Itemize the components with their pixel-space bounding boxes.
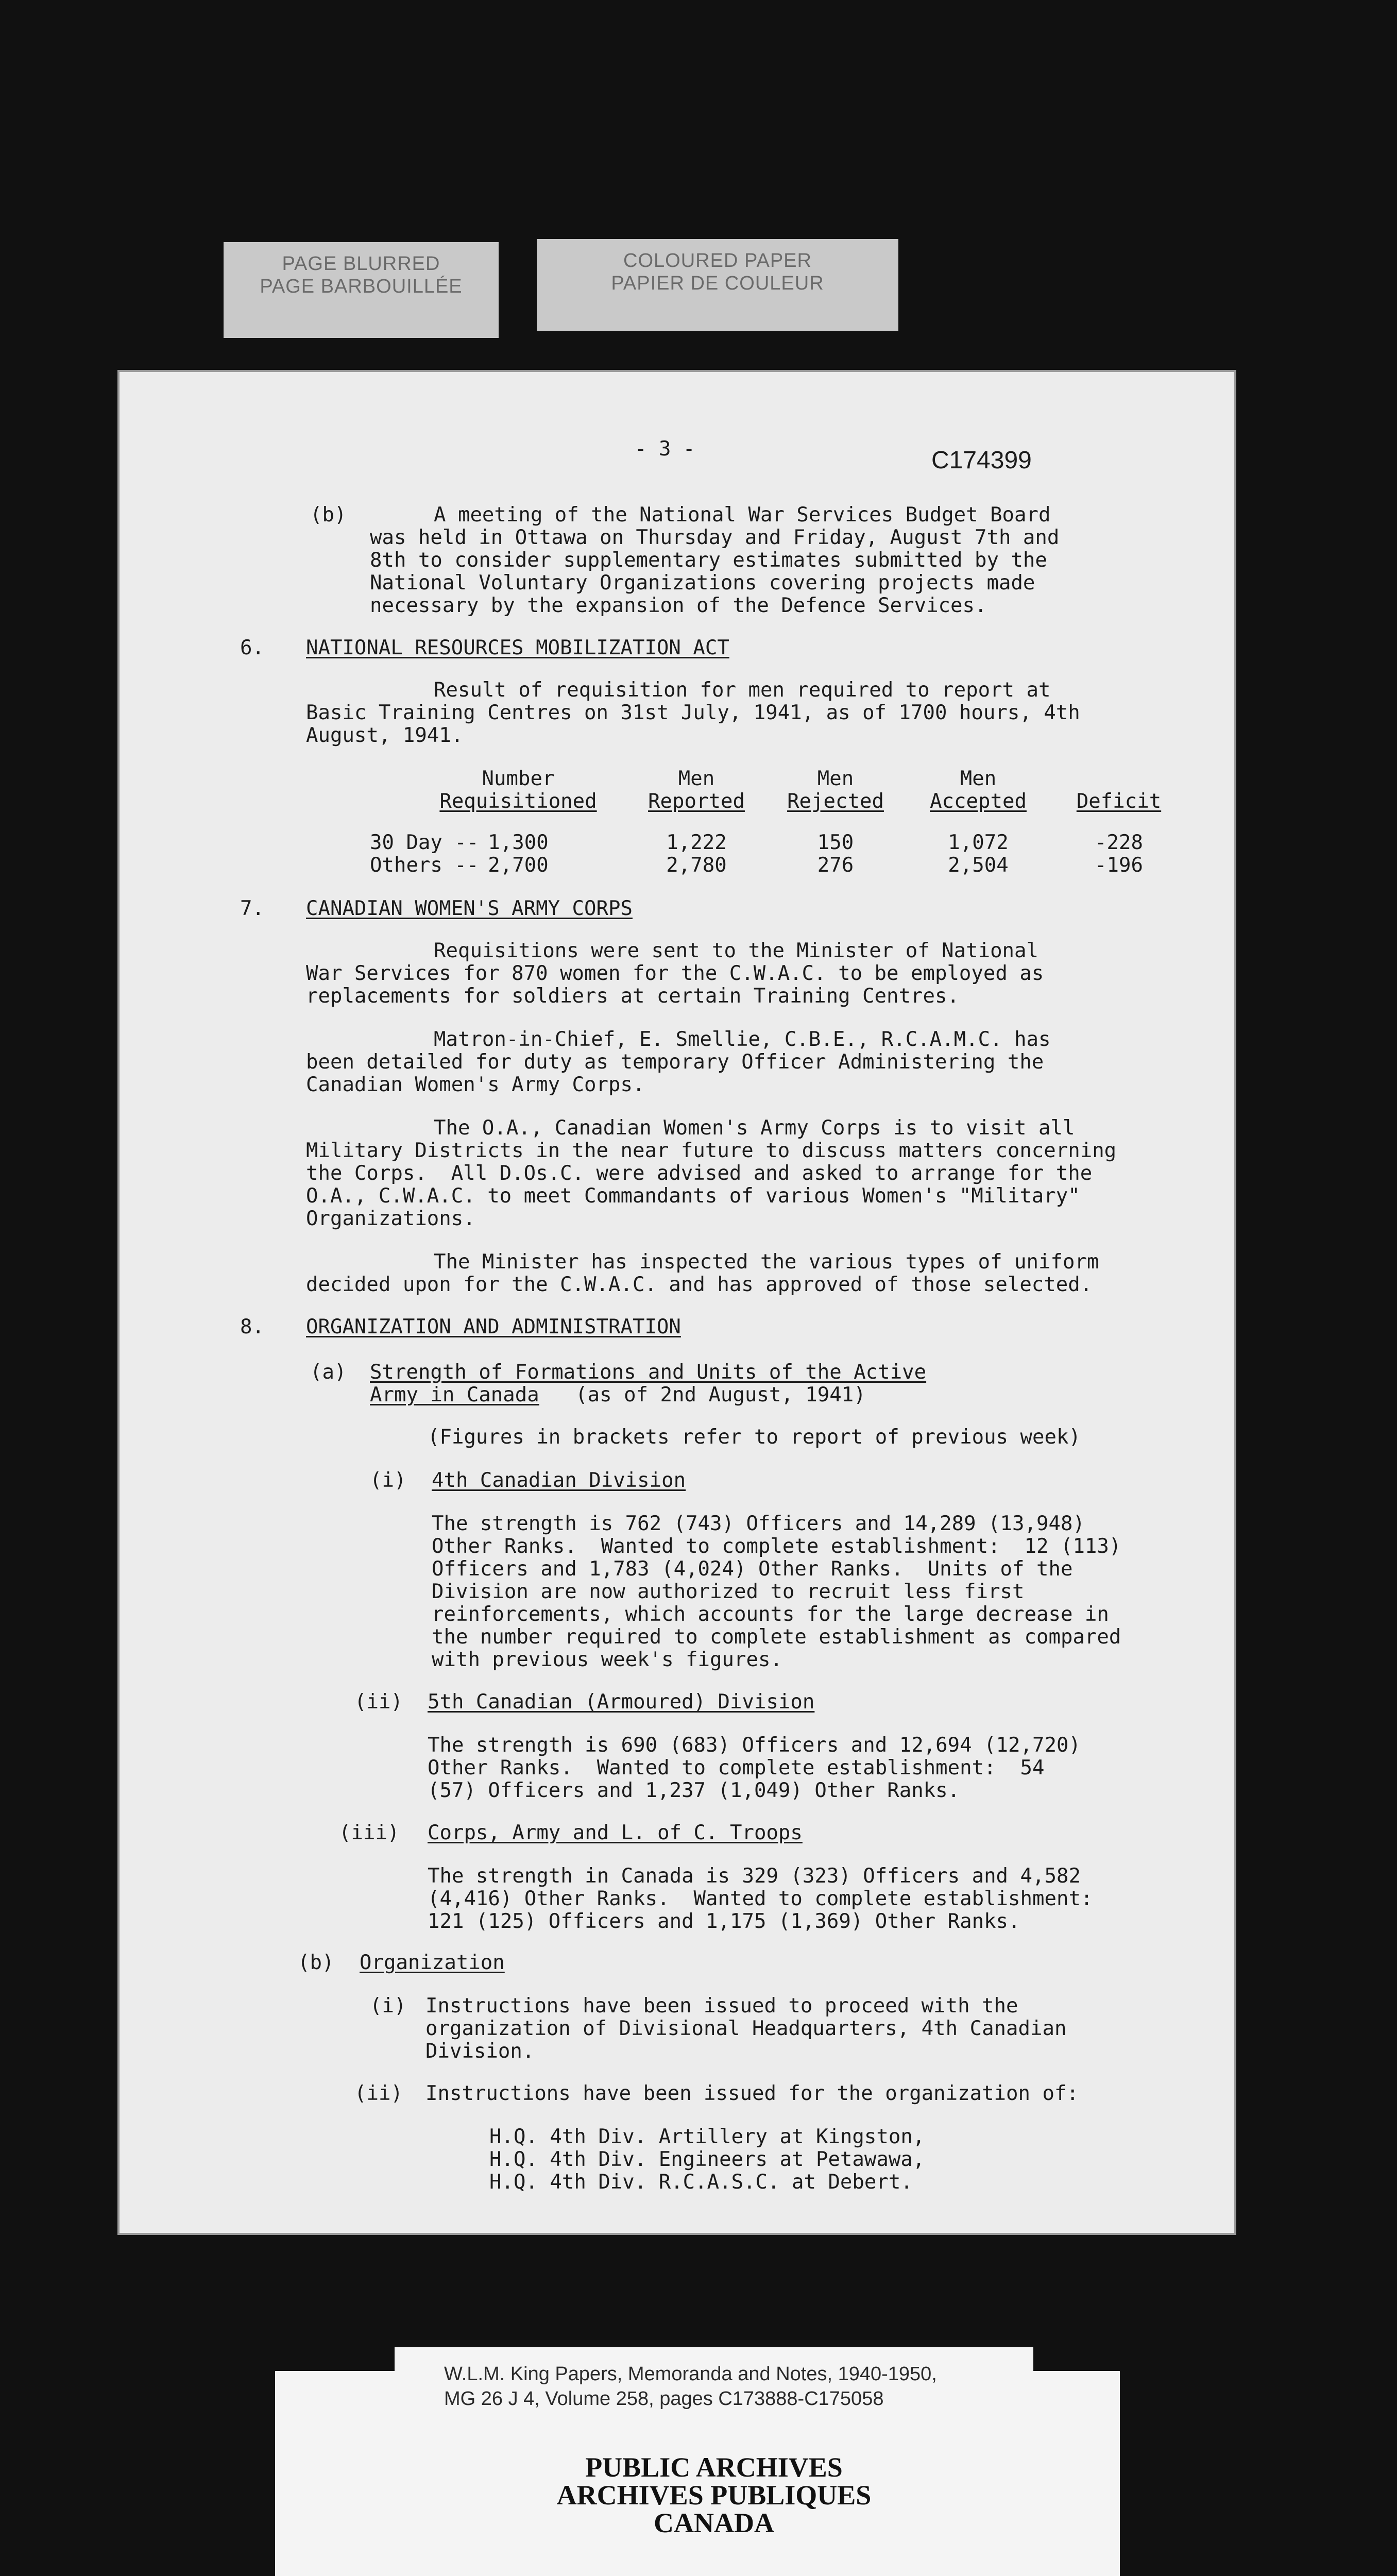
paragraph-line: (57) Officers and 1,237 (1,049) Other Ranks. <box>428 1779 960 1802</box>
list-item: H.Q. 4th Div. Artillery at Kingston, <box>489 2125 925 2148</box>
table-cell: 1,222 <box>666 831 727 854</box>
subsection-heading-line2 <box>370 1384 866 1406</box>
table-header-top: Men <box>960 767 997 790</box>
paragraph-line: The strength is 690 (683) Officers and 12,694 (12,720) <box>428 1734 1081 1757</box>
table-cell: 2,700 <box>488 854 549 877</box>
table-header-top: Men <box>817 767 854 790</box>
table-header: Rejected <box>787 790 884 813</box>
table-cell: -196 <box>1095 854 1143 877</box>
table-header: Reported <box>648 790 745 813</box>
citation-line: W.L.M. King Papers, Memoranda and Notes, 1940-1950, <box>444 2363 937 2385</box>
item-b-line: A meeting of the National War Services Budget Board <box>434 503 1051 527</box>
paragraph-line: Canadian Women's Army Corps. <box>306 1073 645 1096</box>
paragraph-line: Division are now authorized to recruit less first <box>432 1580 1025 1603</box>
citation-label <box>395 2347 1033 2436</box>
section-number: 8. <box>240 1315 264 1338</box>
paragraph-line: with previous week's figures. <box>432 1648 782 1671</box>
table-cell: 276 <box>817 854 854 877</box>
coloured-paper-label-en: COLOURED PAPER <box>623 250 812 272</box>
item-marker: (ii) <box>354 1690 403 1714</box>
paragraph-line: The Minister has inspected the various types of uniform <box>434 1250 1099 1274</box>
paragraph-line: reinforcements, which accounts for the large decrease in <box>432 1603 1109 1626</box>
item-b-line: 8th to consider supplementary estimates submitted by the <box>370 549 1047 572</box>
list-item: H.Q. 4th Div. R.C.A.S.C. at Debert. <box>489 2171 913 2194</box>
paragraph-line: Other Ranks. Wanted to complete establishment: 54 <box>428 1756 1045 1780</box>
paragraph-line: Instructions have been issued for the organization of: <box>425 2082 1079 2105</box>
archives-line: CANADA <box>654 2507 774 2538</box>
list-item: H.Q. 4th Div. Engineers at Petawawa, <box>489 2148 925 2171</box>
document-page <box>117 370 1236 2235</box>
section-heading: CANADIAN WOMEN'S ARMY CORPS <box>306 897 633 920</box>
subsection-heading: Organization <box>360 1951 505 1974</box>
citation-line: MG 26 J 4, Volume 258, pages C173888-C175058 <box>444 2388 884 2410</box>
paragraph-line: Requisitions were sent to the Minister of National <box>434 939 1038 962</box>
paragraph-line: 121 (125) Officers and 1,175 (1,369) Other Ranks. <box>428 1910 1020 1933</box>
section-number: 7. <box>240 897 264 920</box>
item-marker: (a) <box>310 1361 347 1384</box>
subsection-heading: Strength of Formations and Units of the Active <box>370 1361 927 1384</box>
paragraph-line: The strength in Canada is 329 (323) Officers and 4,582 <box>428 1865 1081 1888</box>
coloured-paper-label-fr: PAPIER DE COULEUR <box>611 273 824 294</box>
table-cell: 150 <box>817 831 854 854</box>
paragraph-line: Instructions have been issued to proceed with the <box>425 1994 1018 2018</box>
paragraph-line: replacements for soldiers at certain Training Centres. <box>306 985 959 1008</box>
item-marker: (i) <box>370 1994 406 2018</box>
archives-stamp <box>395 2436 1033 2576</box>
table-header: Requisitioned <box>439 790 597 813</box>
paragraph-line: organization of Divisional Headquarters, 4th Canadian <box>425 2017 1067 2040</box>
paragraph-line: Organizations. <box>306 1207 475 1230</box>
paragraph-line: Matron-in-Chief, E. Smellie, C.B.E., R.C.A.M.C. has <box>434 1028 1051 1051</box>
page-blurred-label-fr: PAGE BARBOUILLÉE <box>260 276 463 297</box>
table-cell: 1,072 <box>948 831 1009 854</box>
paragraph-line: War Services for 870 women for the C.W.A.C. to be employed as <box>306 962 1044 985</box>
paragraph-line: decided upon for the C.W.A.C. and has approved of those selected. <box>306 1273 1093 1296</box>
item-marker: (iii) <box>339 1821 400 1844</box>
item-marker: (b) <box>298 1951 334 1974</box>
paragraph-line: The strength is 762 (743) Officers and 14,289 (13,948) <box>432 1512 1085 1535</box>
page-number: - 3 - <box>635 437 695 461</box>
item-b-marker: (b) <box>310 503 347 527</box>
paragraph-line: Result of requisition for men required to report at <box>434 679 1051 702</box>
paragraph-line: been detailed for duty as temporary Officer Administering the <box>306 1050 1044 1074</box>
coloured-paper-label <box>537 239 898 331</box>
archives-line: ARCHIVES PUBLIQUES <box>556 2480 872 2511</box>
subsection-heading: 4th Canadian Division <box>432 1469 686 1492</box>
table-cell: 2,780 <box>666 854 727 877</box>
section-heading: NATIONAL RESOURCES MOBILIZATION ACT <box>306 636 729 659</box>
paragraph-line: Basic Training Centres on 31st July, 1941, as of 1700 hours, 4th <box>306 701 1080 724</box>
subsection-heading: Army in Canada <box>370 1383 539 1406</box>
table-cell: 2,504 <box>948 854 1009 877</box>
paragraph-line: (4,416) Other Ranks. Wanted to complete establishment: <box>428 1887 1093 1910</box>
paragraph-line: O.A., C.W.A.C. to meet Commandants of various Women's "Military" <box>306 1184 1080 1208</box>
paragraph-line: August, 1941. <box>306 724 464 747</box>
item-marker: (i) <box>370 1469 406 1492</box>
item-marker: (ii) <box>354 2082 403 2105</box>
table-row-label: Others -- <box>370 854 479 877</box>
document-id: C174399 <box>931 447 1032 474</box>
paragraph-line: the Corps. All D.Os.C. were advised and asked to arrange for the <box>306 1162 1093 1185</box>
archives-line: PUBLIC ARCHIVES <box>585 2452 843 2483</box>
paragraph-line: Division. <box>425 2040 535 2063</box>
table-header: Deficit <box>1076 790 1162 813</box>
brackets-note: (Figures in brackets refer to report of previous week) <box>428 1426 1081 1449</box>
table-header-top: Men <box>678 767 715 790</box>
item-b-line: National Voluntary Organizations covering projects made <box>370 571 1035 595</box>
paragraph-line: Other Ranks. Wanted to complete establishment: 12 (113) <box>432 1535 1121 1558</box>
subsection-heading: 5th Canadian (Armoured) Division <box>428 1690 815 1714</box>
paragraph-line: Military Districts in the near future to discuss matters concerning <box>306 1139 1117 1162</box>
page-blurred-label-en: PAGE BLURRED <box>282 253 440 275</box>
paragraph-line: Officers and 1,783 (4,024) Other Ranks. Units of the <box>432 1557 1073 1581</box>
paragraph-line: The O.A., Canadian Women's Army Corps is to visit all <box>434 1116 1075 1140</box>
subsection-date: (as of 2nd August, 1941) <box>539 1383 866 1406</box>
table-cell: 1,300 <box>488 831 549 854</box>
section-heading: ORGANIZATION AND ADMINISTRATION <box>306 1315 681 1338</box>
subsection-heading: Corps, Army and L. of C. Troops <box>428 1821 803 1844</box>
table-row-label: 30 Day -- <box>370 831 479 854</box>
item-b-line: was held in Ottawa on Thursday and Friday, August 7th and <box>370 526 1060 549</box>
item-b-line: necessary by the expansion of the Defence Services. <box>370 594 987 617</box>
page-blurred-label <box>224 242 499 338</box>
table-cell: -228 <box>1095 831 1143 854</box>
section-number: 6. <box>240 636 264 659</box>
table-header: Accepted <box>930 790 1027 813</box>
paragraph-line: the number required to complete establishment as compared <box>432 1625 1121 1649</box>
table-header-top: Number <box>482 767 555 790</box>
